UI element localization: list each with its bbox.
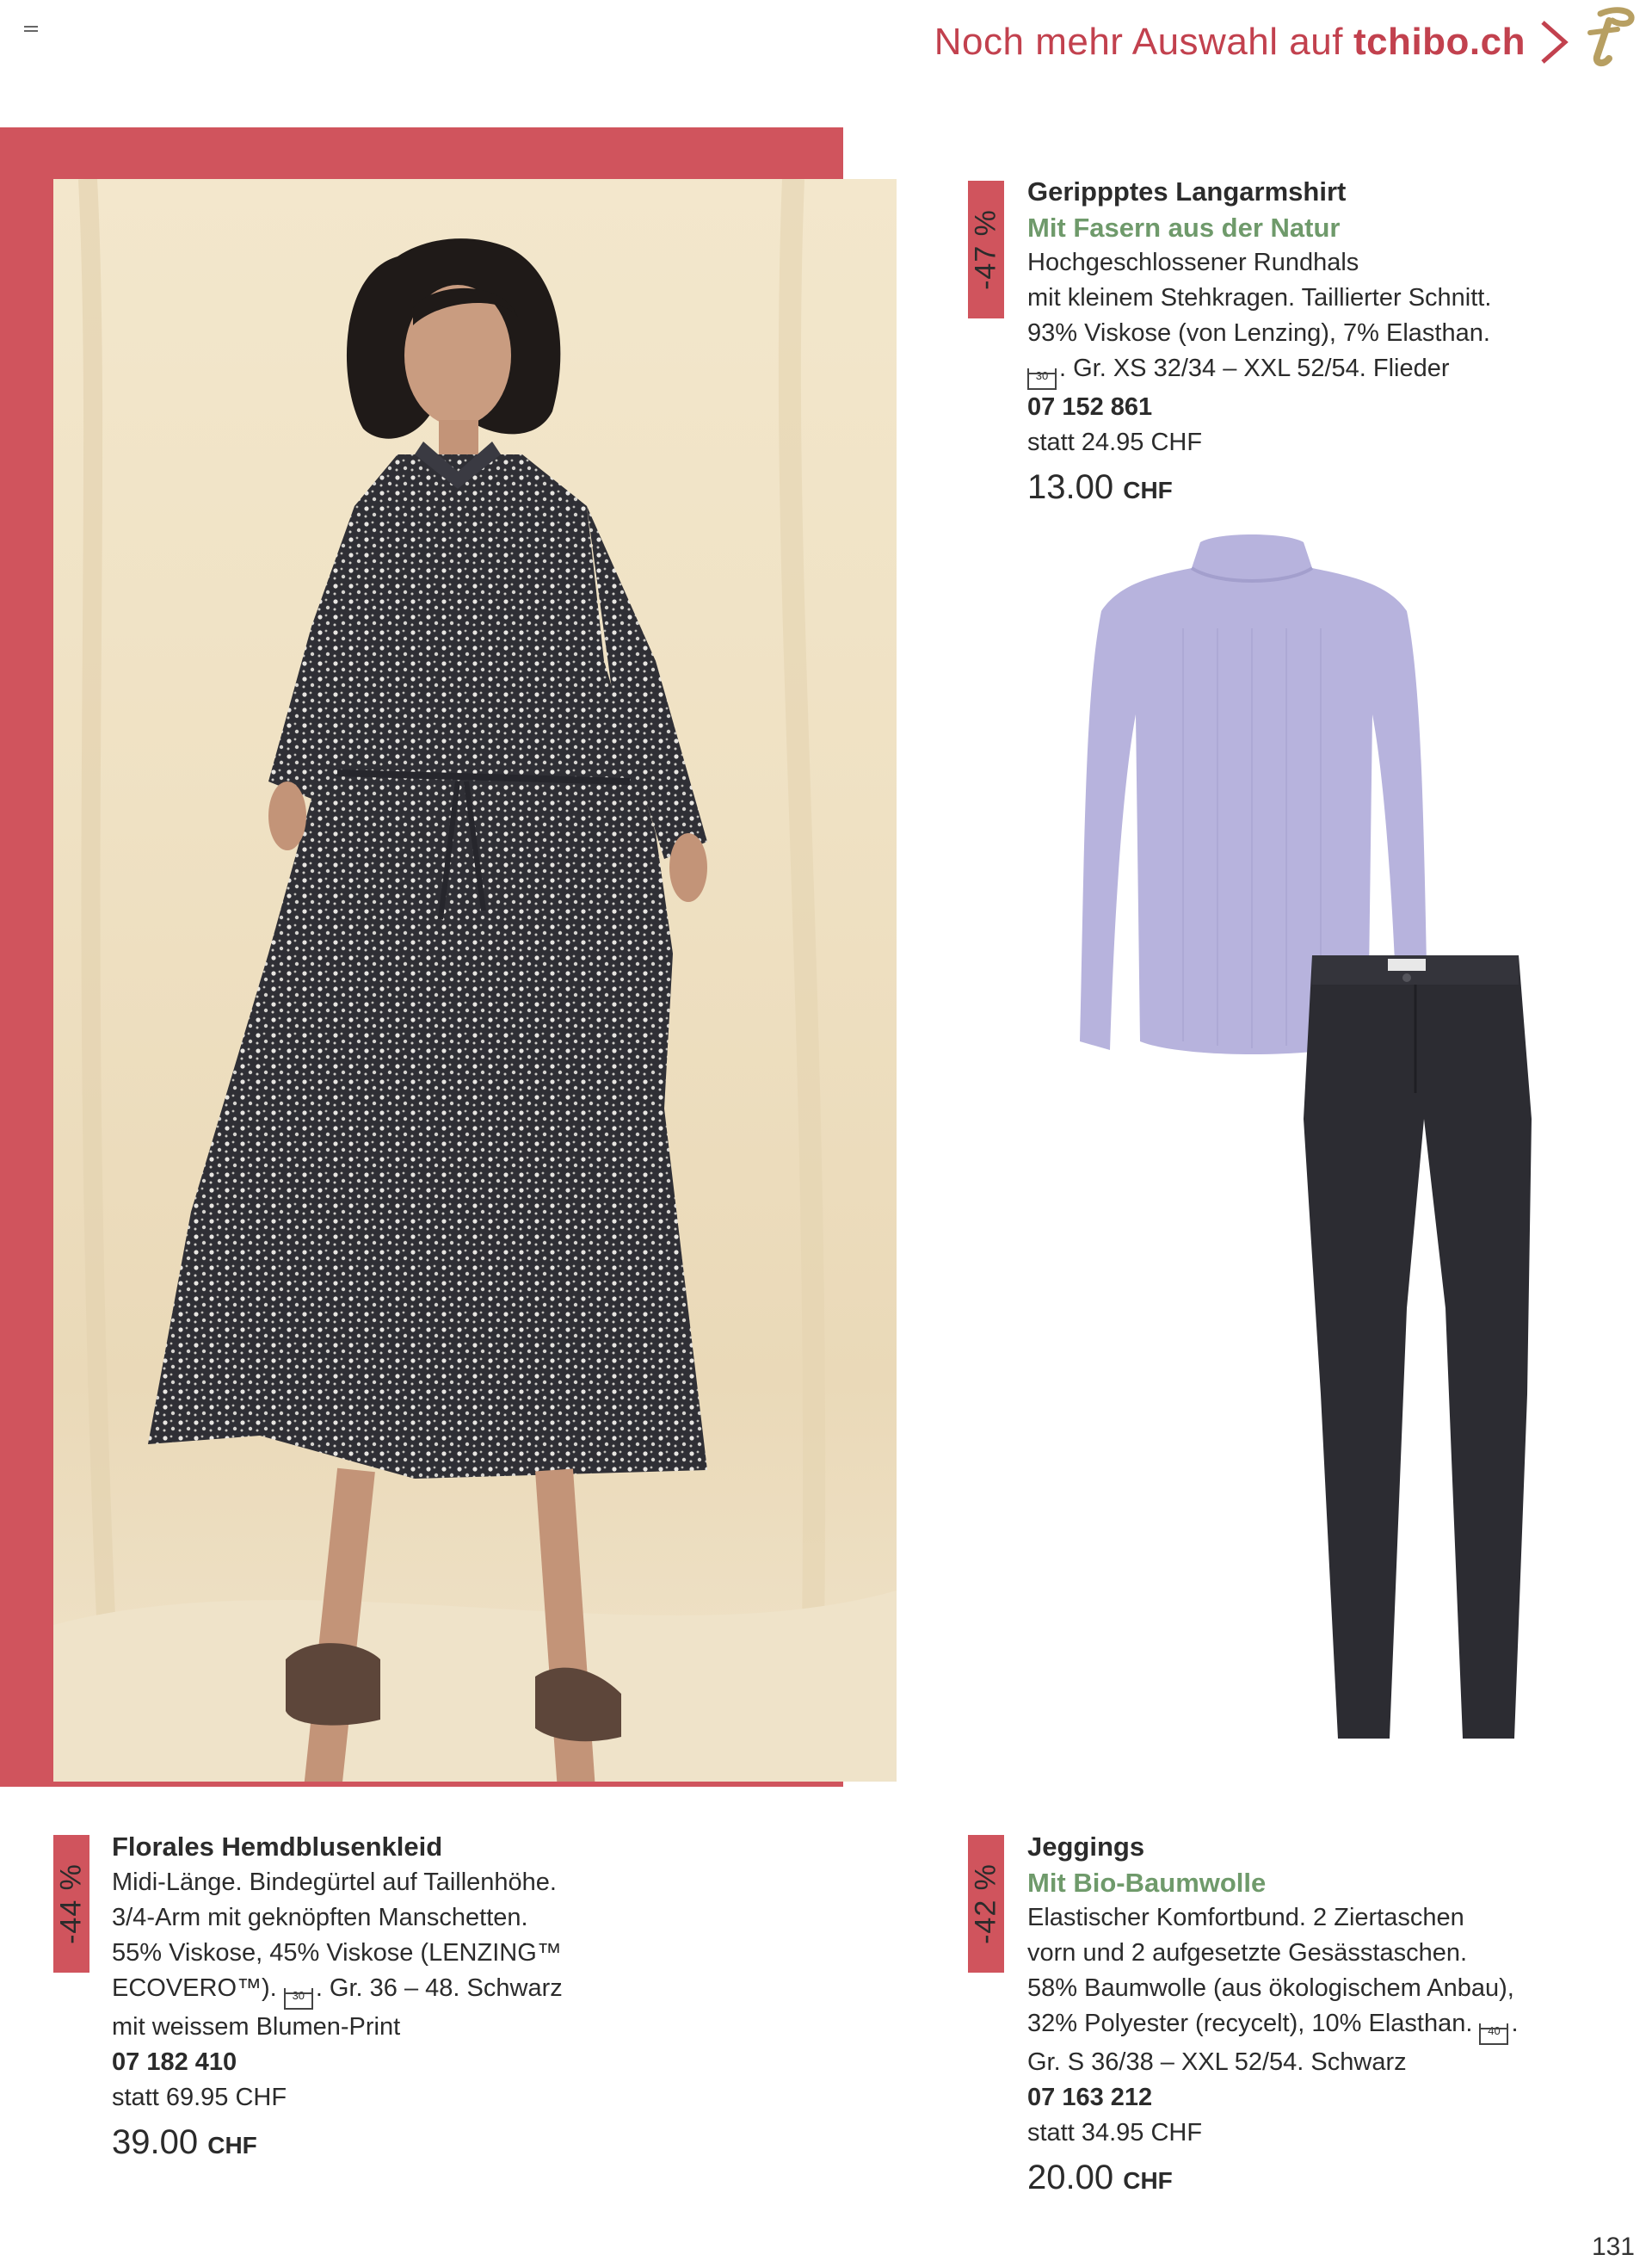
dress-title: Florales Hemdblusenkleid bbox=[112, 1832, 443, 1862]
dress-desc-line bbox=[112, 1971, 563, 2010]
dress-desc-line: 55% Viskose, 45% Viskose (LENZING™ bbox=[112, 1939, 562, 1967]
shirt-desc-line: 93% Viskose (von Lenzing), 7% Elasthan. bbox=[1027, 319, 1490, 347]
shirt-info bbox=[1027, 174, 1491, 516]
shirt-title: Gerippptes Langarmshirt bbox=[1027, 176, 1347, 207]
jeggings-title: Jeggings bbox=[1027, 1832, 1145, 1862]
jeggings-price-currency: CHF bbox=[1123, 2167, 1173, 2194]
header-site: tchibo.ch bbox=[1353, 21, 1526, 63]
tchibo-logo[interactable] bbox=[1575, 3, 1640, 69]
shirt-desc-line bbox=[1027, 351, 1491, 390]
jeggings-material: 32% Polyester (recycelt), 10% Elasthan. bbox=[1027, 2010, 1473, 2037]
header-link-text: Noch mehr Auswahl auf bbox=[934, 21, 1343, 63]
jeggings-price bbox=[1027, 2153, 1519, 2206]
dress-discount: -44 % bbox=[54, 1863, 88, 1944]
dress-old-price: statt 69.95 CHF bbox=[112, 2084, 287, 2111]
jeggings-discount: -42 % bbox=[969, 1863, 1002, 1944]
shirt-price bbox=[1027, 462, 1491, 516]
jeggings-desc-line: vorn und 2 aufgesetzte Gesässtaschen. bbox=[1027, 1939, 1468, 1967]
jeggings-desc-line: Elastischer Komfortbund. 2 Ziertaschen bbox=[1027, 1904, 1464, 1931]
shirt-desc-line: mit kleinem Stehkragen. Taillierter Schnitt. bbox=[1027, 284, 1492, 312]
page-number: 131 bbox=[1591, 2233, 1635, 2261]
shirt-old-price: statt 24.95 CHF bbox=[1027, 429, 1203, 456]
dress-info bbox=[112, 1829, 563, 2171]
menu-icon[interactable] bbox=[24, 26, 38, 36]
dress-desc-line: Midi-Länge. Bindegürtel auf Taillenhöhe. bbox=[112, 1869, 557, 1896]
dress-desc-line: mit weissem Blumen-Print bbox=[112, 2013, 401, 2041]
jeggings-article-number: 07 163 212 bbox=[1027, 2084, 1153, 2111]
wash-30-icon: 30 bbox=[284, 1988, 313, 2010]
jeggings-desc-line: Gr. S 36/38 – XXL 52/54. Schwarz bbox=[1027, 2048, 1407, 2076]
wash-40-icon: 40 bbox=[1479, 2023, 1508, 2045]
jeggings-info bbox=[1027, 1829, 1519, 2206]
shirt-desc-line: Hochgeschlossener Rundhals bbox=[1027, 249, 1359, 276]
dress-discount-badge bbox=[53, 1835, 89, 1973]
more-selection-link[interactable] bbox=[934, 12, 1570, 72]
jeggings-old-price: statt 34.95 CHF bbox=[1027, 2119, 1203, 2147]
model-photo bbox=[53, 179, 897, 1782]
jeggings-price-value: 20.00 bbox=[1027, 2159, 1114, 2196]
dress-desc-line: 3/4-Arm mit geknöpften Manschetten. bbox=[112, 1904, 528, 1931]
shirt-price-currency: CHF bbox=[1123, 477, 1173, 503]
jeggings-image bbox=[1286, 947, 1553, 1747]
dress-article-number: 07 182 410 bbox=[112, 2048, 237, 2076]
shirt-article-number: 07 152 861 bbox=[1027, 393, 1153, 421]
dress-price bbox=[112, 2117, 563, 2171]
dress-price-value: 39.00 bbox=[112, 2123, 199, 2161]
jeggings-desc-line: 32% Polyester (recycelt), 10% Elasthan. 40 . bbox=[1027, 2006, 1519, 2045]
shirt-price-value: 13.00 bbox=[1027, 468, 1114, 506]
jeggings-subtitle: Mit Bio-Baumwolle bbox=[1027, 1868, 1267, 1898]
model-illustration bbox=[53, 179, 897, 1782]
dress-price-currency: CHF bbox=[207, 2132, 257, 2159]
shirt-discount-badge bbox=[968, 181, 1004, 318]
jeggings-discount-badge bbox=[968, 1835, 1004, 1973]
shirt-discount: -47 % bbox=[969, 209, 1002, 290]
dress-size-color: . Gr. 36 – 48. Schwarz bbox=[315, 1974, 563, 2002]
shirt-size-color: . Gr. XS 32/34 – XXL 52/54. Flieder bbox=[1059, 355, 1450, 382]
jeggings-desc-line: 58% Baumwolle (aus ökologischem Anbau), bbox=[1027, 1974, 1514, 2002]
chevron-right-icon bbox=[1538, 19, 1570, 65]
dress-material: ECOVERO™). bbox=[112, 1974, 277, 2002]
wash-30-icon: 30 bbox=[1027, 368, 1057, 390]
shirt-subtitle: Mit Fasern aus der Natur bbox=[1027, 213, 1341, 243]
